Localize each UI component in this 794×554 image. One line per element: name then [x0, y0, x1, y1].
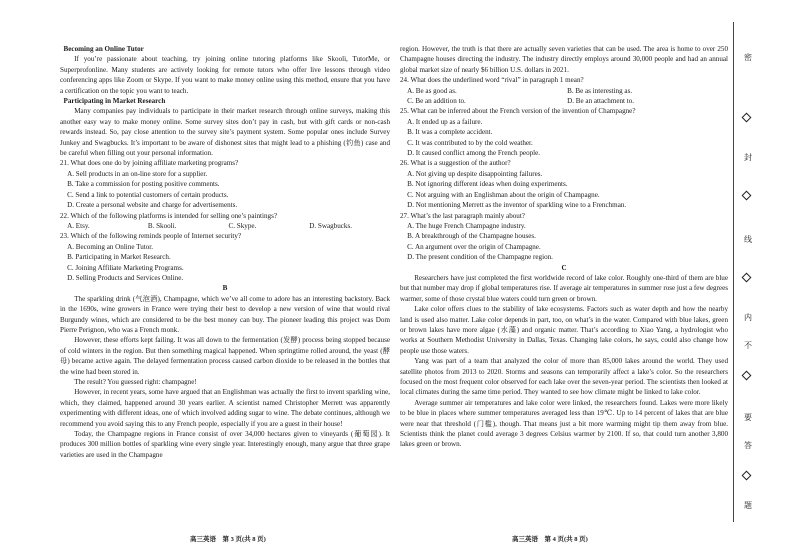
option: D. Not mentioning Merrett as the inventor of sparkling wine to a Frenchman. — [407, 201, 627, 210]
option: C. Skype. — [228, 221, 257, 230]
option: B. A breakthrough of the Champagne houses. — [407, 232, 536, 241]
option: D. Create a personal website and charge for advertisements. — [67, 201, 238, 210]
diamond-icon — [742, 471, 752, 481]
option: D. Be an attachment to. — [567, 97, 635, 106]
paragraph: The sparkling drink (气泡酒), Champagne, which we’ve all come to adore has an interesting backstory. Back in the 1690s, wine growers in France were trying their best to develop a new version of wine that would rival Burgundy wines, which are considered to be the best money can buy. The pioneer leading this project was Dom Pierre Perignon, who was a French monk. — [60, 294, 390, 334]
paragraph: Lake color offers clues to the stability of lake ecosystems. Factors such as water depth and how the nearby land is used also matter. Lake color depends in part, too, on what’s in the water. Compared with blue lakes, green or brown lakes have more algae (水藻) and organic matter. That’s according to Xiao Yang, a hydrologist who works at Southern Methodist University in Dallas, Texas. Changing lake colors, he says, could also change how people use those waters. — [400, 305, 728, 355]
question-25: 25. What can be inferred about the French version of the invention of Champagne? — [400, 107, 636, 116]
binding-char: 题 — [744, 501, 752, 510]
option: B. Participating in Market Research. — [67, 253, 171, 262]
binding-char: 不 — [744, 341, 752, 350]
paragraph: region. However, the truth is that there are actually seven varieties that can be used. The area is home to over 250 Champagne houses directing the industry. The industry directly employs around 30,000 people and had an annual global market size of nearly $6 billion U.S. dollars in 2021. — [400, 45, 728, 74]
binding-char: 内 — [744, 313, 752, 322]
page-footer-right: 高三英语 第 4 页(共 8 页) — [512, 536, 588, 543]
section-heading-market-research: Participating in Market Research — [63, 97, 166, 106]
option: D. Swagbucks. — [309, 221, 353, 230]
option: B. It was a complete accident. — [407, 128, 493, 137]
option: B. Take a commission for posting positive comments. — [67, 180, 220, 189]
paragraph: However, in recent years, some have argued that an Englishman was actually the first to invent sparkling wine, which, they claimed, happened around 30 years earlier. A scientist named Christopher Merrett was apparently experimenting with different ideas, one of which involved adding sugar to wine. The debate continues, although we recommend you avoid saying this to any French people, especially if you are a guest in their house! — [60, 388, 390, 428]
binding-char: 密 — [744, 53, 752, 62]
paragraph: Researchers have just completed the first worldwide record of lake color. Roughly one-third of them are blue but that number may drop if global temperatures rise. If average air temperatures in summer rose just a few degrees warmer, some of those crystal blue waters could turn green or brown. — [400, 273, 728, 303]
paragraph: However, these efforts kept failing. It was all down to the fermentation (发酵) process being stopped because of cold winters in the region. But then something magical happened. When springtime rolled around, the yeast (酵母) became active again. The delayed fermentation process caused carbon dioxide to be released in the bottles that the wine had been stored in. — [60, 336, 390, 376]
right-column — [400, 44, 728, 450]
paragraph: The result? You guessed right: champagne! — [74, 378, 197, 386]
question-23: 23. Which of the following reminds people of Internet security? — [60, 232, 242, 241]
binding-char: 线 — [744, 235, 752, 244]
option-row — [400, 86, 728, 96]
section-heading-tutor: Becoming an Online Tutor — [63, 45, 144, 53]
option: A. Be as good as. — [407, 86, 457, 95]
binding-char: 要 — [744, 413, 752, 422]
option-row — [400, 96, 728, 106]
section-label-b: B — [222, 284, 228, 293]
paragraph: Average summer air temperatures and lake color were linked, the researchers found. Lakes were more likely to be blue in places where summer temperatures averaged less than 19℃. Up to 14 percent of lakes that are blue were near that threshold (门槛), though. That means just a bit more warming might tip them away from blue. Scientists think the planet could average 3 degrees Celsius warmer by 2100. If so, that could turn another 3,800 lakes green or brown. — [400, 398, 728, 449]
paragraph: Today, the Champagne regions in France consist of over 34,000 hectares given to vineyards (葡萄园). It produces 300 million bottles of sparkling wine every single year. Interestingly enough, many argue that three grape varieties are used in the Champagne — [60, 430, 390, 459]
option: C. Send a link to potential customers of certain products. — [67, 190, 229, 199]
left-column — [60, 44, 390, 460]
option: D. The present condition of the Champagne region. — [407, 253, 553, 262]
option: A. Not giving up despite disappointing failures. — [407, 169, 543, 178]
binding-char: 封 — [744, 153, 752, 162]
option: A. Etsy. — [67, 221, 90, 230]
binding-line-strip — [733, 22, 760, 522]
question-21: 21. What does one do by joining affiliate marketing programs? — [60, 159, 239, 168]
binding-char: 答 — [744, 441, 752, 450]
option: C. It was contributed to by the cold weather. — [407, 138, 533, 147]
option: D. It caused conflict among the French people. — [407, 149, 541, 158]
option: A. Becoming an Online Tutor. — [67, 242, 154, 251]
question-22: 22. Which of the following platforms is intended for selling one’s paintings? — [60, 211, 277, 220]
option: B. Be as interesting as. — [567, 86, 633, 95]
option: A. Sell products in an on-line store for a supplier. — [67, 169, 208, 178]
option: A. The huge French Champagne industry. — [407, 221, 526, 230]
paragraph: Many companies pay individuals to participate in their market research through online surveys, making this another easy way to make money online. Some survey sites don’t pay in cash, but with gift cards or non-cash rewards instead. So, pay close attention to the survey site’s payment system. Some popular ones include Survey Junkey and Swagbucks. It’s important to be aware of dishonest sites that might lead to a phishing (钓鱼) case and be careful when filling out your personal information. — [60, 107, 390, 158]
option: C. Be an addition to. — [407, 97, 466, 106]
question-26: 26. What is a suggestion of the author? — [400, 159, 511, 168]
option: B. Not ignoring different ideas when doing experiments. — [407, 180, 568, 189]
diamond-icon — [742, 273, 752, 283]
option: C. Not arguing with an Englishman about the origin of Champagne. — [407, 190, 600, 199]
paragraph: Yang was part of a team that analyzed the color of more than 85,000 lakes around the world. They used satellite photos from 2013 to 2020. Storms and seasons can temporarily affect a lake’s color. So the researchers focused on the most frequent color observed for each lake over the seven-year period. The scientists then looked at local climates during the same time period. They wanted to see how climate might be linked to lake color. — [400, 357, 728, 397]
option: B. Skooli. — [147, 221, 177, 230]
question-24: 24. What does the underlined word “rival” in paragraph 1 mean? — [400, 76, 584, 85]
section-label-c: C — [561, 263, 567, 272]
option: D. Selling Products and Services Online. — [67, 273, 184, 282]
option: A. It ended up as a failure. — [407, 117, 483, 126]
diamond-icon — [742, 371, 752, 381]
paragraph: If you’re passionate about teaching, try joining online tutoring platforms like Skooli, TutorMe, or Superprofonline. Many students are actively looking for remote tutors who offer live lessons through video conferencing apps like Zoom or Skype. If you want to make money online using this method, ensure that you have a certification on the topic you want to teach. — [60, 55, 390, 95]
question-27: 27. What’s the last paragraph mainly about? — [400, 211, 525, 220]
diamond-icon — [742, 113, 752, 123]
page-footer-left: 高三英语 第 3 页(共 8 页) — [190, 536, 266, 543]
diamond-icon — [742, 191, 752, 201]
option-row — [60, 221, 390, 231]
option: C. An argument over the origin of Champagne. — [407, 242, 541, 251]
option: C. Joining Affiliate Marketing Programs. — [67, 263, 184, 272]
